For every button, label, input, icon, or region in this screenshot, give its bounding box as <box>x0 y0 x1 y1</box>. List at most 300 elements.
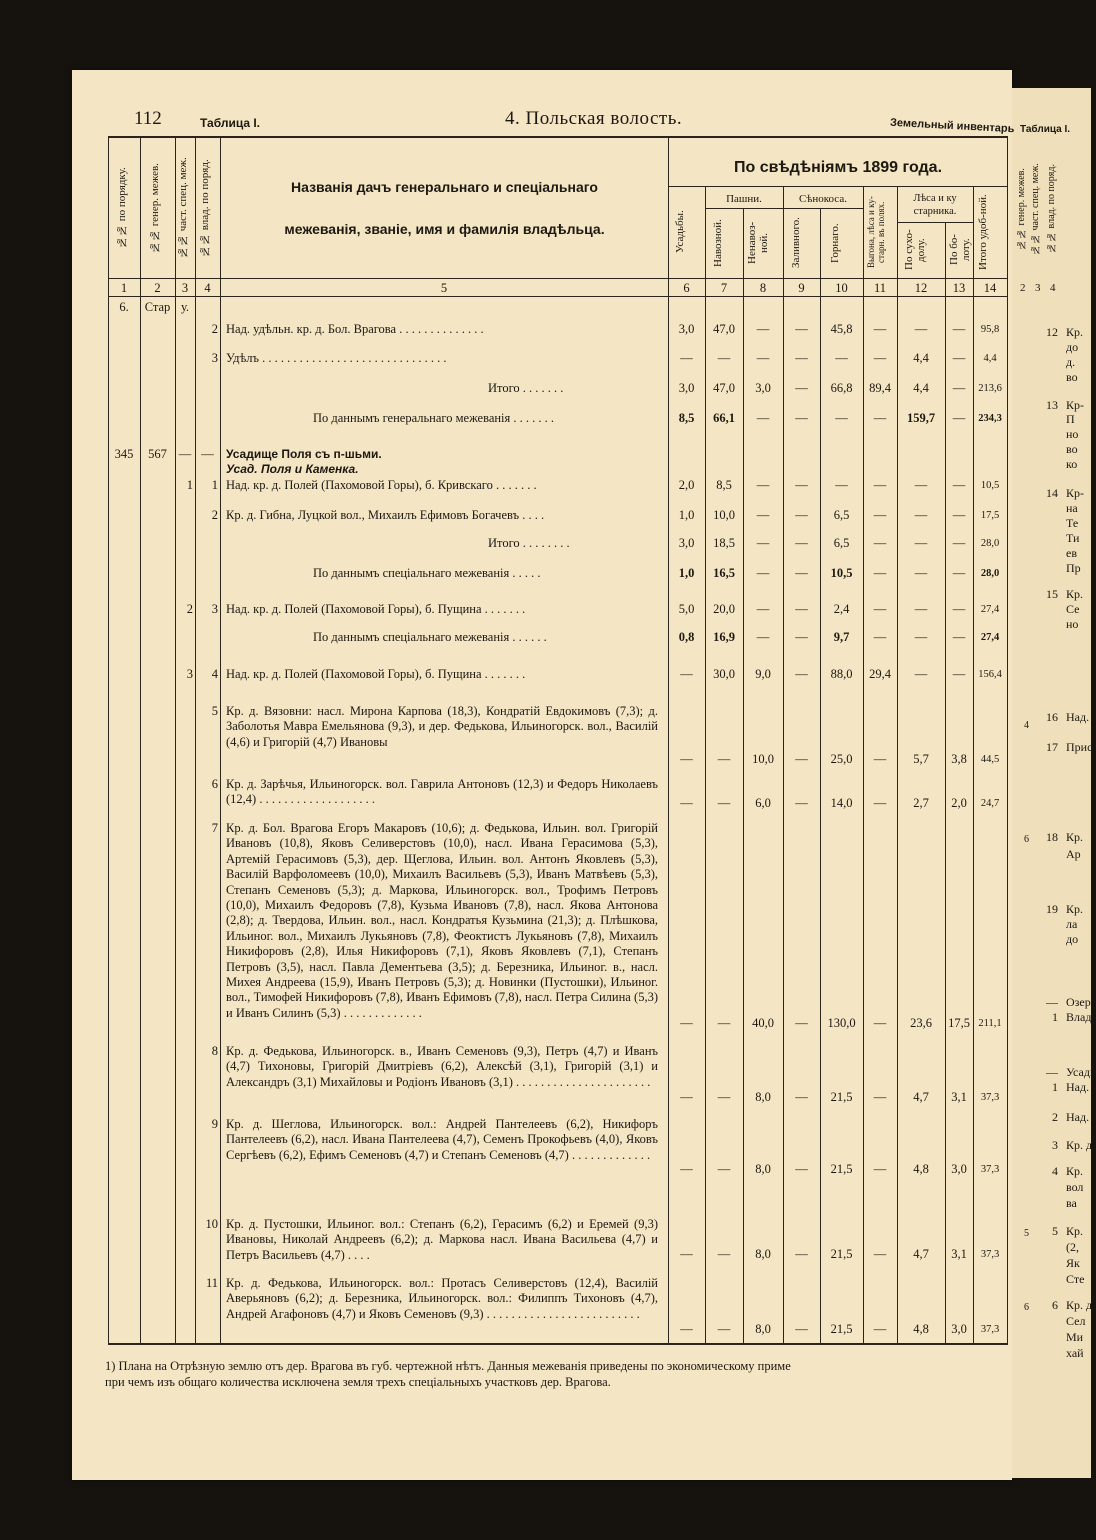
col-line <box>195 136 196 1344</box>
col-header-zalivn: Заливного. <box>790 217 802 269</box>
value-cell-v11: — <box>873 796 887 810</box>
row-vlad-number: 1 <box>211 478 218 492</box>
next-row-side-number: 5 <box>1024 1228 1029 1239</box>
value-cell-v14: 10,5 <box>980 480 1000 491</box>
value-cell-v12: 4,4 <box>913 351 929 365</box>
value-cell-v13: — <box>952 411 966 425</box>
row-spec-number: 3 <box>186 667 193 681</box>
page-number: 112 <box>134 108 162 129</box>
row-label: Удѣлъ . . . . . . . . . . . . . . . . . . . . . . . . . . . . . . <box>226 351 447 365</box>
value-cell-v9: — <box>795 508 808 522</box>
value-cell-v12: — <box>914 667 928 681</box>
col-number: 10 <box>835 281 848 295</box>
value-cell-v9: — <box>795 1016 808 1030</box>
next-row-number: 19 <box>1046 902 1058 916</box>
next-row-number: 16 <box>1046 710 1058 724</box>
next-row-text: Кр. д <box>1066 1298 1093 1312</box>
row-spec-number: 1 <box>186 478 193 492</box>
value-cell-v9: — <box>795 1090 808 1104</box>
value-cell-v6: 8,5 <box>678 411 695 425</box>
value-cell-v9: — <box>795 322 808 336</box>
estate-subtitle: Усад. Поля и Каменка. <box>226 462 359 476</box>
next-row-text: но <box>1066 617 1079 631</box>
value-cell-v13: — <box>952 322 966 336</box>
value-cell-v14: 37,3 <box>980 1249 1000 1260</box>
senokos-rule <box>783 208 863 209</box>
value-cell-v14: 28,0 <box>980 568 1000 579</box>
row-label: Итого . . . . . . . . <box>488 536 570 550</box>
next-row-text: д. <box>1066 355 1076 369</box>
value-cell-v8: — <box>756 411 770 425</box>
value-cell-v13: — <box>952 508 966 522</box>
year-rule <box>668 186 1008 187</box>
value-cell-v6: — <box>680 1322 693 1336</box>
value-cell-v6: 3,0 <box>678 322 695 336</box>
next-row-text: хай <box>1066 1346 1084 1360</box>
row-vlad-number: 8 <box>211 1044 218 1058</box>
value-cell-v13: 17,5 <box>948 1016 970 1030</box>
value-cell-v11: — <box>873 752 887 766</box>
pashni-rule <box>705 208 783 209</box>
next-row-text: ла <box>1066 917 1078 931</box>
value-cell-v6: — <box>680 1247 693 1261</box>
value-cell-v9: — <box>795 1247 808 1261</box>
next-row-text: во <box>1066 442 1078 456</box>
col-header-usadby: Усадьбы. <box>674 210 686 254</box>
value-cell-v8: 10,0 <box>752 752 774 766</box>
next-row-number: — <box>1046 995 1058 1009</box>
next-col-header: №№ генер. межев. <box>1016 168 1027 250</box>
value-cell-v7: 66,1 <box>713 411 735 425</box>
header-bottom-rule <box>108 278 1008 279</box>
next-row-text: ев <box>1066 546 1077 560</box>
value-cell-v14: 4,4 <box>983 353 997 364</box>
value-cell-v11: 29,4 <box>869 667 891 681</box>
value-cell-v9: — <box>795 667 808 681</box>
value-cell-v10: — <box>835 411 848 425</box>
col-line <box>140 136 141 1344</box>
next-row-number: 15 <box>1046 587 1058 601</box>
row-vlad-number: 2 <box>211 322 218 336</box>
next-row-number: 12 <box>1046 325 1058 339</box>
value-cell-v10: 14,0 <box>830 796 853 810</box>
value-cell-v11: — <box>873 536 887 550</box>
next-row-text: Усади <box>1066 1065 1096 1079</box>
row-label: По даннымъ спеціальнаго межеванія . . . . . <box>313 566 541 580</box>
value-cell-v14: 213,6 <box>978 383 1002 394</box>
value-cell-v10: 6,5 <box>833 508 850 522</box>
value-cell-v8: — <box>756 630 770 644</box>
col-number: 12 <box>914 281 928 295</box>
value-cell-v6: — <box>680 752 693 766</box>
value-cell-v10: 130,0 <box>827 1016 856 1030</box>
next-row-text: Пр <box>1066 561 1081 575</box>
value-cell-v14: 211,1 <box>978 1018 1002 1029</box>
next-row-text: Як <box>1066 1256 1080 1270</box>
value-cell-v7: — <box>717 1162 731 1176</box>
row-label: Итого . . . . . . . <box>488 381 564 395</box>
col-header-bolotu: По бо-лоту. <box>948 234 972 266</box>
next-page-table-label: Таблица I. <box>1020 124 1071 135</box>
value-cell-v11: — <box>873 1090 887 1104</box>
next-row-text: Озер <box>1066 995 1091 1009</box>
value-cell-v7: 47,0 <box>713 381 735 395</box>
value-cell-v14: 27,4 <box>980 604 1000 615</box>
value-cell-v12: — <box>914 508 928 522</box>
value-cell-v10: — <box>835 478 848 492</box>
value-cell-v10: 6,5 <box>833 536 850 550</box>
row-label: По даннымъ спеціальнаго межеванія . . . . . . <box>313 630 547 644</box>
next-row-side-number: 6 <box>1024 834 1029 845</box>
value-cell-v9: — <box>795 796 808 810</box>
footnote-line-1: 1) Плана на Отрѣзную землю отъ дер. Врагова въ губ. чертежной нѣтъ. Данныя межеванія приведены по экономическому приме <box>105 1359 791 1373</box>
next-row-number: 14 <box>1046 486 1058 500</box>
value-cell-v7: 16,5 <box>713 566 735 580</box>
next-row-text: Кр. <box>1066 830 1084 844</box>
col-header-nenavoz: Ненавоз-ной. <box>746 221 770 265</box>
value-cell-v12: — <box>914 602 928 616</box>
lesa-rule <box>897 222 973 223</box>
row-label: Над. кр. д. Полей (Пахомовой Горы), б. Пущина . . . . . . . <box>226 667 526 681</box>
value-cell-v6: 5,0 <box>678 602 695 616</box>
value-cell-v6: 1,0 <box>678 508 695 522</box>
value-cell-v14: 37,3 <box>980 1164 1000 1175</box>
row-gen-number: 567 <box>148 447 167 461</box>
value-cell-v10: 21,5 <box>830 1090 853 1104</box>
next-row-number: 1 <box>1052 1010 1058 1024</box>
value-cell-v13: — <box>952 667 966 681</box>
value-cell-v11: — <box>873 351 887 365</box>
value-cell-v8: — <box>756 566 770 580</box>
col-number: 5 <box>440 281 448 295</box>
next-row-number: 18 <box>1046 830 1058 844</box>
row-vlad-number: — <box>201 447 214 461</box>
value-cell-v13: — <box>952 566 966 580</box>
value-cell-v11: — <box>873 1016 887 1030</box>
value-cell-v7: 47,0 <box>713 322 735 336</box>
next-col-number: 3 <box>1035 282 1041 294</box>
value-cell-v11: — <box>873 1247 887 1261</box>
value-cell-v12: 4,8 <box>913 1162 929 1176</box>
value-cell-v8: 8,0 <box>755 1090 771 1104</box>
row-spec-number: — <box>178 447 192 461</box>
value-cell-v6: 1,0 <box>678 566 695 580</box>
value-cell-v10: — <box>835 351 848 365</box>
row-vlad-number: 2 <box>211 508 218 522</box>
col-header-gen: №№ генер. межев. <box>149 163 161 253</box>
value-cell-v8: — <box>756 602 770 616</box>
value-cell-v7: — <box>717 1016 731 1030</box>
value-cell-v12: 4,7 <box>913 1247 929 1261</box>
next-row-text: Ар <box>1066 847 1081 861</box>
value-cell-v9: — <box>795 602 808 616</box>
value-cell-v11: 89,4 <box>869 381 891 395</box>
value-cell-v6: — <box>680 796 693 810</box>
col-header-spec: №№ част. спец. меж. <box>177 157 189 259</box>
row-order-number: 6. <box>119 300 129 314</box>
next-row-text: Прис <box>1066 740 1093 754</box>
col-header-vlad: №№ влад. по поряд. <box>199 159 211 257</box>
value-cell-v12: — <box>914 630 928 644</box>
next-row-text: Сел <box>1066 1314 1086 1328</box>
next-row-text: (2, <box>1066 1240 1079 1254</box>
next-row-text: на <box>1066 501 1078 515</box>
row-vlad-number: 4 <box>211 667 218 681</box>
next-row-text: ва <box>1066 1196 1077 1210</box>
owner-description: Кр. д. Федькова, Ильиногорск. вол.: Протасъ Селиверстовъ (12,4), Василій Аверьяновъ (6,2); д. Березника, Ильиногорск. вол.: Филиппъ Тихоновъ (4,7), Андрей Агафоновъ (4,7) и Яковъ Семеновъ (9,3) . . . . . . . . . . . . . . . . . . . . . . . . . <box>226 1276 658 1321</box>
row-vlad-number: 9 <box>211 1117 218 1131</box>
col-line <box>175 136 176 1344</box>
value-cell-v6: 3,0 <box>678 381 695 395</box>
value-cell-v14: 17,5 <box>980 510 1000 521</box>
col-header-order: №№ по порядку. <box>116 167 128 249</box>
estate-title: Усадище Поля съ п-шьми. <box>226 447 382 461</box>
col-number: 7 <box>720 281 728 295</box>
col-header-senokosa: Сѣнокоса. <box>799 193 847 205</box>
next-row-text: Кр- <box>1066 398 1084 412</box>
next-row-number: — <box>1046 1065 1058 1079</box>
next-row-number: 13 <box>1046 398 1058 412</box>
value-cell-v12: 23,6 <box>910 1016 932 1030</box>
value-cell-v14: 234,3 <box>978 413 1002 424</box>
row-vlad-number: 6 <box>211 777 218 791</box>
col-number: 8 <box>759 281 767 295</box>
col-number: 13 <box>952 281 966 295</box>
running-head: Земельный инвентарь <box>889 116 1015 136</box>
col-header-gorn: Горнаго. <box>829 223 841 263</box>
value-cell-v10: 9,7 <box>833 630 850 644</box>
value-cell-v7: — <box>717 1090 731 1104</box>
value-cell-v6: 3,0 <box>678 536 695 550</box>
value-cell-v14: 37,3 <box>980 1092 1000 1103</box>
value-cell-v14: 95,8 <box>980 324 1000 335</box>
value-cell-v7: 10,0 <box>713 508 735 522</box>
row-label: По даннымъ генеральнаго межеванія . . . . . . . <box>313 411 555 425</box>
value-cell-v8: — <box>756 536 770 550</box>
value-cell-v11: — <box>873 630 887 644</box>
owner-description: Кр. д. Вязовни: насл. Мирона Карпова (18,3), Кондратій Евдокимовъ (7,3); д. Заболотья Мавра Емельянова (9,3), и дер. Федькова, Ильиногорск. вол., Василій (4,6) и Григорій (4,7) Ивановы <box>226 704 658 749</box>
col-number: 14 <box>983 281 997 295</box>
row-gen-number: Стар <box>144 300 171 314</box>
value-cell-v11: — <box>873 322 887 336</box>
value-cell-v10: 21,5 <box>830 1322 853 1336</box>
row-label: Над. удѣльн. кр. д. Бол. Врагова . . . . . . . . . . . . . . <box>226 322 484 336</box>
next-row-text: ко <box>1066 457 1078 471</box>
value-cell-v14: 28,0 <box>980 538 1000 549</box>
col-header-posukh: По сухо-долу. <box>903 229 927 271</box>
value-cell-v10: 45,8 <box>830 322 853 336</box>
col-line <box>1007 136 1008 1344</box>
value-cell-v6: — <box>680 1090 693 1104</box>
value-cell-v7: 16,9 <box>713 630 735 644</box>
value-cell-v14: 24,7 <box>980 798 1000 809</box>
value-cell-v10: 10,5 <box>830 566 853 580</box>
value-cell-v13: — <box>952 536 966 550</box>
next-row-text: до <box>1066 340 1079 354</box>
row-order-number: 345 <box>114 447 134 461</box>
value-cell-v7: 8,5 <box>716 478 732 492</box>
col-header-vygony: Выгона, лѣса и ку-старн. въ полях. <box>866 196 886 268</box>
year-header: По свѣдѣніямъ 1899 года. <box>733 159 943 176</box>
value-cell-v10: 25,0 <box>830 752 853 766</box>
col-number: 11 <box>873 281 887 295</box>
value-cell-v7: — <box>717 1247 731 1261</box>
col-line <box>108 136 109 1344</box>
row-vlad-number: 7 <box>211 821 218 835</box>
value-cell-v7: 18,5 <box>713 536 735 550</box>
value-cell-v9: — <box>795 566 808 580</box>
value-cell-v14: 156,4 <box>978 669 1002 680</box>
value-cell-v13: — <box>952 478 966 492</box>
next-row-text: но <box>1066 427 1079 441</box>
value-cell-v13: — <box>952 351 966 365</box>
value-cell-v12: — <box>914 322 928 336</box>
value-cell-v11: — <box>873 478 887 492</box>
owner-description: Кр. д. Зарѣчья, Ильиногорск. вол. Гаврила Антоновъ (12,3) и Федоръ Николаевъ (12,4) . . . . . . . . . . . . . . . . . . . <box>226 777 658 807</box>
value-cell-v7: 30,0 <box>713 667 735 681</box>
value-cell-v14: 27,4 <box>980 632 1000 643</box>
value-cell-v12: 159,7 <box>906 411 936 425</box>
next-row-text: Кр. <box>1066 325 1084 339</box>
next-row-number: 3 <box>1052 1138 1058 1152</box>
col-number: 6 <box>683 281 690 295</box>
value-cell-v8: 40,0 <box>752 1016 774 1030</box>
section-title: 4. Польская волость. <box>505 108 683 129</box>
value-cell-v13: — <box>952 381 966 395</box>
row-vlad-number: 5 <box>211 704 218 718</box>
value-cell-v13: 2,0 <box>951 796 967 810</box>
next-row-text: Ти <box>1066 531 1080 545</box>
owner-description: Кр. д. Бол. Врагова Егоръ Макаровъ (10,6); д. Федькова, Ильин. вол. Григорій Ивановъ (10,8), Яковъ Селиверстовъ (10,0), насл. Ивана Герасимова (5,3), Артемій Герасимовъ (5,3), дер. Щеглова, Ильин. вол. Антонъ Яковлевъ (5,3), Василій Варфоломеевъ (10,0), Михаилъ Васильевъ (5,3), Иванъ Матвѣевъ (5,3), Степанъ Семеновъ (5,3); д. Маркова, Ильиногорск. вол., Трофимъ Петровъ (10,0), Михаилъ Федоровъ (7,8), Кузьма Ивановъ (7,8), насл. Якова Антонова (2,8); д. Твердова, Ильин. вол., насл. Кондратья Кузьмина (21,3); д. Плѣшкова, Ильиног. вол., Михаилъ Лукьяновъ (7,8), Феоктистъ Лукьяновъ (7,8), Михаилъ Никифоровъ (2,8), Илья Никифоровъ (7,1), Яковъ Яковлевъ (7,1), Степанъ Петровъ (3,5), насл. Павла Дементьева (3,5); д. Березника, Ильиног. в., насл. Михея Андреева (15,9), Иванъ Петровъ (5,3); д. Новинки (Пустошки), Ильиног. вол., Тимофей Никифоровъ (7,8), Иванъ Ефимовъ (7,8), насл. Петра Силина (5,3) и Иванъ Силинъ (5,3) . . . . . . . . . . . . . <box>226 821 658 1020</box>
value-cell-v9: — <box>795 381 808 395</box>
value-cell-v13: — <box>952 602 966 616</box>
value-cell-v8: 8,0 <box>755 1247 771 1261</box>
row-vlad-number: 10 <box>205 1217 218 1231</box>
next-row-text: П <box>1066 412 1075 426</box>
next-col-header: №№ влад. по поряд. <box>1046 164 1057 254</box>
footnote-line-2: при чемъ изъ общаго количества исключена земля трехъ спеціальныхъ участковъ дер. Врагова. <box>105 1375 611 1389</box>
value-cell-v12: — <box>914 566 928 580</box>
value-cell-v8: — <box>756 508 770 522</box>
col-number: 4 <box>204 281 211 295</box>
value-cell-v9: — <box>795 1162 808 1176</box>
row-label: Кр. д. Гибна, Луцкой вол., Михаилъ Ефимовъ Богачевъ . . . . <box>226 508 545 522</box>
next-row-number: 4 <box>1052 1164 1058 1178</box>
value-cell-v11: — <box>873 411 887 425</box>
col-header-title-1: Названія дачъ генеральнаго и спеціальнаго <box>291 179 598 195</box>
next-row-text: Кр. д <box>1066 1138 1093 1152</box>
next-row-side-number: 6 <box>1024 1302 1029 1313</box>
value-cell-v10: 21,5 <box>830 1247 853 1261</box>
value-cell-v8: 8,0 <box>755 1162 771 1176</box>
value-cell-v8: 8,0 <box>755 1322 771 1336</box>
table-top-rule <box>108 136 1008 138</box>
row-spec-number: у. <box>180 300 190 314</box>
value-cell-v11: — <box>873 1322 887 1336</box>
value-cell-v6: — <box>680 1016 693 1030</box>
value-cell-v8: 9,0 <box>755 667 771 681</box>
value-cell-v6: — <box>680 351 693 365</box>
table-bottom-rule <box>108 1343 1008 1345</box>
owner-description: Кр. д. Пустошки, Ильиног. вол.: Степанъ (6,2), Герасимъ (6,2) и Еремей (9,3) Ивановы, Николай Андреевъ (6,2); д. Маркова насл. Ивана Васильева (4,7) и Петръ Васильевъ (4,7) . . . . <box>226 1217 658 1262</box>
value-cell-v14: 37,3 <box>980 1324 1000 1335</box>
next-row-text: Над. <box>1066 1110 1090 1124</box>
value-cell-v10: 66,8 <box>830 381 853 395</box>
next-col-number: 4 <box>1050 282 1056 294</box>
value-cell-v10: 21,5 <box>830 1162 853 1176</box>
value-cell-v12: 4,7 <box>913 1090 929 1104</box>
next-row-text: Сте <box>1066 1272 1085 1286</box>
value-cell-v12: 5,7 <box>913 752 929 766</box>
table-label: Таблица I. <box>200 116 261 130</box>
value-cell-v8: — <box>756 322 770 336</box>
value-cell-v9: — <box>795 630 808 644</box>
value-cell-v9: — <box>795 1322 808 1336</box>
next-col-header: №№ част. спец. меж. <box>1030 163 1041 255</box>
value-cell-v7: — <box>717 351 731 365</box>
value-cell-v9: — <box>795 411 808 425</box>
footnote <box>105 1358 1010 1390</box>
value-cell-v9: — <box>795 478 808 492</box>
col-line <box>220 136 221 1344</box>
col-header-title-2: межеванія, званіе, имя и фамилія владѣльца. <box>284 221 605 237</box>
value-cell-v12: 4,4 <box>913 381 929 395</box>
col-number: 3 <box>181 281 189 295</box>
value-cell-v8: 3,0 <box>755 381 771 395</box>
next-row-text: Кр. <box>1066 902 1084 916</box>
row-vlad-number: 11 <box>205 1276 218 1290</box>
value-cell-v11: — <box>873 508 887 522</box>
next-row-number: 6 <box>1052 1298 1058 1312</box>
value-cell-v13: 3,1 <box>951 1247 967 1261</box>
col-header-navoz: Навозной. <box>712 219 724 267</box>
value-cell-v6: 0,8 <box>678 630 695 644</box>
next-row-text: Над. <box>1066 1080 1090 1094</box>
value-cell-v8: 6,0 <box>755 796 771 810</box>
row-label: Над. кр. д. Полей (Пахомовой Горы), б. Пущина . . . . . . . <box>226 602 526 616</box>
value-cell-v6: — <box>680 667 693 681</box>
col-header-pashni: Пашни. <box>726 193 762 205</box>
value-cell-v11: — <box>873 602 887 616</box>
col-number: 1 <box>120 281 128 295</box>
next-row-text: до <box>1066 932 1079 946</box>
row-spec-number: 2 <box>186 602 193 616</box>
value-cell-v12: 2,7 <box>913 796 929 810</box>
value-cell-v13: 3,8 <box>951 752 967 766</box>
value-cell-v6: — <box>680 1162 693 1176</box>
value-cell-v7: 20,0 <box>713 602 735 616</box>
next-row-number: 5 <box>1052 1224 1058 1238</box>
next-row-number: 2 <box>1052 1110 1058 1124</box>
next-row-side-number: 4 <box>1024 720 1029 731</box>
row-label: Над. кр. д. Полей (Пахомовой Горы), б. Кривскаго . . . . . . . <box>226 478 537 492</box>
row-vlad-number: 3 <box>211 602 218 616</box>
next-row-text: Влад <box>1066 1010 1092 1024</box>
next-row-text: во <box>1066 370 1078 384</box>
next-row-text: Ми <box>1066 1330 1084 1344</box>
next-row-text: Те <box>1066 516 1079 530</box>
value-cell-v14: 44,5 <box>980 754 1000 765</box>
next-row-text: вол <box>1066 1180 1084 1194</box>
col-number: 9 <box>798 281 805 295</box>
value-cell-v11: — <box>873 1162 887 1176</box>
next-row-number: 1 <box>1052 1080 1058 1094</box>
value-cell-v6: 2,0 <box>678 478 695 492</box>
next-col-number: 2 <box>1020 282 1026 294</box>
value-cell-v12: — <box>914 536 928 550</box>
value-cell-v13: — <box>952 630 966 644</box>
value-cell-v9: — <box>795 752 808 766</box>
